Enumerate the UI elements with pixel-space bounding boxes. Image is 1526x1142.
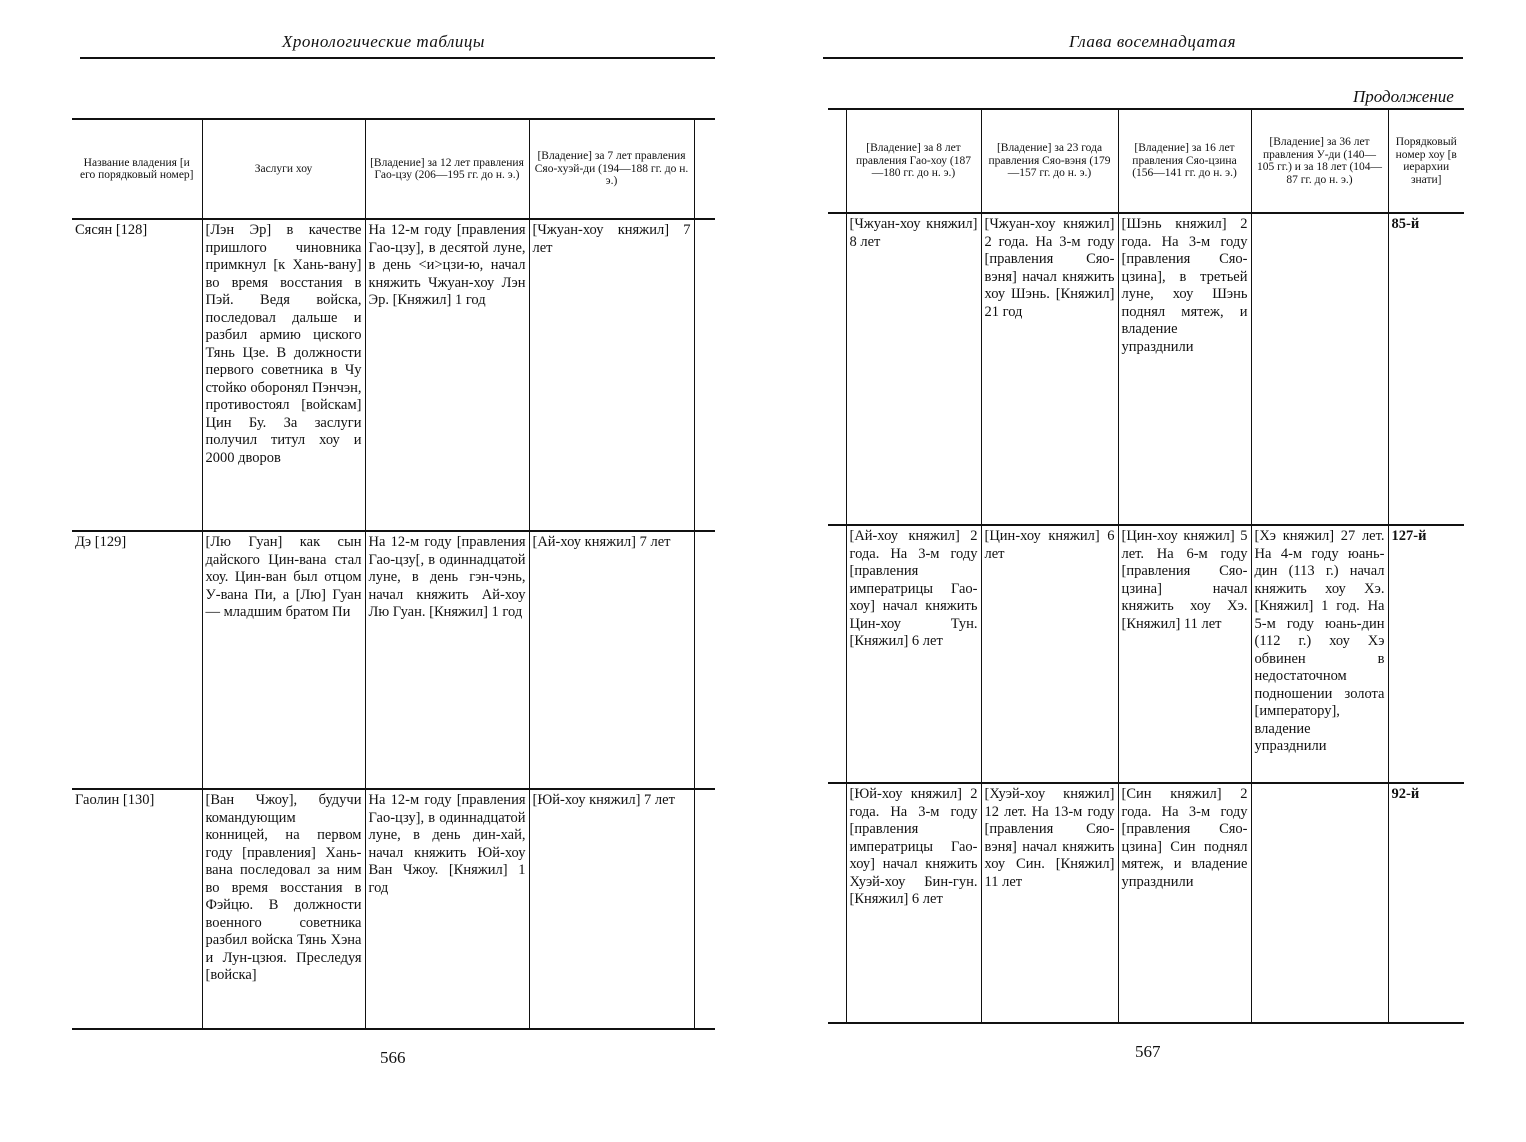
gaohou-cell: [Ай-хоу княжил] 2 года. На 3-м году [правления императрицы Гао-хоу] начал княжить Цин-хоу Тун. [Княжил] 6 лет bbox=[846, 525, 981, 783]
fief-name: Дэ [129] bbox=[72, 531, 202, 789]
gaozu-cell: На 12-м году [правления Гао-цзу[, в одиннадцатой луне, в день гэн-чэнь, начал княжить Ай-хоу Лю Гуан. [Княжил] 1 год bbox=[365, 531, 529, 789]
wudi-cell bbox=[1251, 783, 1388, 1023]
right-header-row bbox=[828, 109, 1464, 213]
header-wudi: [Владение] за 36 лет правления У-ди (140—105 гг.) и за 18 лет (104—87 гг. до н. э.) bbox=[1251, 109, 1388, 213]
merits-cell: [Лю Гуан] как сын дайского Цин-вана стал хоу. Цин-ван был отцом У-вана Пи, а [Лю] Гуан— младшим братом Пи bbox=[202, 531, 365, 789]
xiaowen-cell: [Цин-хоу княжил] 6 лет bbox=[981, 525, 1118, 783]
right-chronology-table bbox=[828, 108, 1464, 1024]
gaozu-cell: На 12-м году [правления Гао-цзу], в десятой луне, в день <и>цзи-ю, начал княжить Чжуан-хоу Лэн Эр. [Княжил] 1 год bbox=[365, 219, 529, 531]
header-blank bbox=[828, 109, 846, 213]
blank-cell bbox=[694, 531, 715, 789]
header-gaozu: [Владение] за 12 лет правления Гао-цзу (206—195 гг. до н. э.) bbox=[365, 119, 529, 219]
wudi-cell: [Хэ княжил] 27 лет. На 4-м году юань-дин (113 г.) начал княжить хоу Хэ. [Княжил] 1 год. На 5-м году юань-дин (112 г.) хоу Хэ обвинен в недостаточном подношении золота [императору], владение упразднили bbox=[1251, 525, 1388, 783]
xiaowen-cell: [Чжуан-хоу княжил] 2 года. На 3-м году [правления Сяо-вэня] начал княжить хоу Шэнь. [Княжил] 21 год bbox=[981, 213, 1118, 525]
xiaojing-cell: [Цин-хоу княжил] 5 лет. На 6-м году [правления Сяо-цзина] начал княжить хоу Хэ. [Княжил] 11 лет bbox=[1118, 525, 1251, 783]
gaohou-cell: [Чжуан-хоу княжил] 8 лет bbox=[846, 213, 981, 525]
rank-cell: 127-й bbox=[1388, 525, 1464, 783]
header-merits: Заслуги хоу bbox=[202, 119, 365, 219]
left-header-row bbox=[72, 119, 715, 219]
table-row bbox=[828, 783, 1464, 1023]
header-rank: Порядковый номер хоу [в иерархии знати] bbox=[1388, 109, 1464, 213]
rank-cell: 92-й bbox=[1388, 783, 1464, 1023]
fief-name: Гаолин [130] bbox=[72, 789, 202, 1029]
xiaohui-cell: [Чжуан-хоу княжил] 7 лет bbox=[529, 219, 694, 531]
header-gaohou: [Владение] за 8 лет правления Гао-хоу (187—180 гг. до н. э.) bbox=[846, 109, 981, 213]
xiaojing-cell: [Син княжил] 2 года. На 3-м году [правления Сяо-цзина] Син поднял мятеж, и владение упразднили bbox=[1118, 783, 1251, 1023]
xiaojing-cell: [Шэнь княжил] 2 года. На 3-м году [правления Сяо-цзина], в третьей луне, хоу Шэнь поднял мятеж, и владение упразднили bbox=[1118, 213, 1251, 525]
blank-cell bbox=[828, 525, 846, 783]
blank-cell bbox=[694, 219, 715, 531]
left-chronology-table bbox=[72, 118, 715, 1030]
gaozu-cell: На 12-м году [правления Гао-цзу], в одиннадцатой луне, в день дин-хай, начал княжить Юй-хоу Ван Чжоу. [Княжил] 1 год bbox=[365, 789, 529, 1029]
header-blank bbox=[694, 119, 715, 219]
table-row bbox=[828, 213, 1464, 525]
blank-cell bbox=[828, 783, 846, 1023]
table-row bbox=[72, 789, 715, 1029]
right-page bbox=[763, 0, 1526, 1142]
xiaohui-cell: [Ай-хоу княжил] 7 лет bbox=[529, 531, 694, 789]
blank-cell bbox=[828, 213, 846, 525]
xiaohui-cell: [Юй-хоу княжил] 7 лет bbox=[529, 789, 694, 1029]
blank-cell bbox=[694, 789, 715, 1029]
left-page-number: 566 bbox=[380, 1048, 406, 1067]
right-running-head: Глава восемнадцатая bbox=[1069, 32, 1236, 51]
table-row bbox=[72, 531, 715, 789]
header-name: Название владения [и его порядковый номер] bbox=[72, 119, 202, 219]
left-running-head: Хронологические таблицы bbox=[282, 32, 485, 51]
left-head-rule bbox=[80, 57, 715, 59]
merits-cell: [Лэн Эр] в качестве пришлого чиновника примкнул [к Хань-вану] во время восстания в Пэй. Ведя войска, последовал дальше и разбил армию циского Тянь Цзе. В должности первого советника в Чу стойко оборонял Пэнчэн, противостоял [войскам] Цин Бу. За заслуги получил титул хоу и 2000 дворов bbox=[202, 219, 365, 531]
fief-name: Сясян [128] bbox=[72, 219, 202, 531]
header-xiaohui: [Владение] за 7 лет правления Сяо-хуэй-ди (194—188 гг. до н. э.) bbox=[529, 119, 694, 219]
rank-cell: 85-й bbox=[1388, 213, 1464, 525]
merits-cell: [Ван Чжоу], будучи командующим конницей, на первом году [правления] Хань-вана последовал за ним во время восстания в Фэйцю. В должности военного советника разбил войска Тянь Хэна и Лун-цзюя. Преследуя [войска] bbox=[202, 789, 365, 1029]
table-row bbox=[828, 525, 1464, 783]
header-xiaojing: [Владение] за 16 лет правления Сяо-цзина (156—141 гг. до н. э.) bbox=[1118, 109, 1251, 213]
xiaowen-cell: [Хуэй-хоу княжил] 12 лет. На 13-м году [правления Сяо-вэня] начал княжить хоу Син. [Княжил] 11 лет bbox=[981, 783, 1118, 1023]
header-xiaowen: [Владение] за 23 года правления Сяо-вэня (179—157 гг. до н. э.) bbox=[981, 109, 1118, 213]
continuation-label: Продолжение bbox=[1353, 87, 1454, 106]
right-page-number: 567 bbox=[1135, 1042, 1161, 1061]
wudi-cell bbox=[1251, 213, 1388, 525]
right-head-rule bbox=[823, 57, 1463, 59]
table-row bbox=[72, 219, 715, 531]
gaohou-cell: [Юй-хоу княжил] 2 года. На 3-м году [правления императрицы Гао-хоу] начал княжить Хуэй-хоу Бин-гун. [Княжил] 6 лет bbox=[846, 783, 981, 1023]
